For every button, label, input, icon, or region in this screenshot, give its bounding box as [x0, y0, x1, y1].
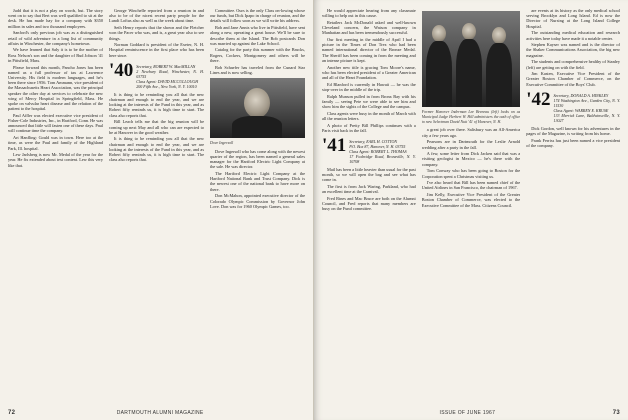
paragraph: Another new title is gracing Tom Moore's name, who has been elected president of a Greater American and all of the Heart Foundation.: [322, 64, 416, 80]
portrait-photo: [210, 78, 305, 138]
paragraph: I've also heard that Bill has been named chief of the United Airlines in San Francisco, the chairman of 1967.: [421, 180, 521, 191]
paragraph: Catalog for the party this summer with the Brucks, Rogers, Cockers, Montgomery and others will be there.: [210, 47, 305, 63]
person-face: [462, 23, 476, 40]
class-agent: Class Agent: WARREN E. KRUSE: [553, 107, 609, 113]
class-secretary: Secretary, ROBERT W. MacMILLAN: [136, 63, 196, 69]
right-column-3: [526, 8, 620, 402]
paragraph: Frank Ferriss has just been named a vice president of the company.: [526, 137, 620, 148]
class-1940-header: [109, 59, 204, 89]
left-page-columns: [8, 8, 305, 402]
person-face: [432, 25, 446, 42]
paragraph: Dick Gordon, well known for his adventures in the pages of the Magazine, is writing from his home.: [526, 125, 620, 137]
page-number: 73: [612, 410, 620, 416]
paragraph: The outstanding medical education and research activities here today have made it a notable center.: [526, 30, 620, 41]
class-secretary: Secretary, DONALD A. HINKLEY: [553, 92, 609, 98]
paragraph: We have learned that Saly it is to be the mother of Ross Nelson's son and the daughter of Bud Jobson '41 in Pittsfield, Mass.: [8, 47, 103, 63]
paragraph: George Winchelle reported from a reunion in and also to be of the nicest recent party people for the Lundt Loftus also as well as the week about time.: [109, 8, 204, 24]
class-1942-header: [526, 88, 620, 123]
paragraph: a great job over there. Salisbury was an All-America city a few years ago.: [421, 127, 521, 138]
class-contact-info: [554, 91, 620, 123]
paragraph: A few, some letter from Dick Jacken said that was a visiting geologist in Mexico — he's there with the company.: [421, 151, 521, 167]
right-page: [314, 0, 628, 420]
class-secretary-address: 174 Washington Ave., Garden City, N. Y. 11530: [553, 97, 620, 108]
paragraph: Retailers Jack McDonald asked and well-known Cleveland concern, the Watson company in Manhattan and has been tremendously successful.: [322, 19, 416, 36]
class-year: '42: [526, 88, 551, 110]
class-agent-address: 17 Foxbridge Road, Bronxville, N. Y. 10708: [349, 153, 416, 164]
paragraph: Don McMahon, appointed executive director of the Colorado Olympic Commission by Governor John Love. Don was for 1960 Olympic Games, too.: [210, 193, 305, 209]
paragraph: Tom Conway who has been going to Boston for the Corporation spent a Christmas visiting us.: [421, 168, 521, 179]
paragraph: Mail has been a little heavier than usual for the past month, so we will open the bag and see what has come in.: [322, 166, 416, 183]
paragraph: Ed Blanford is currently in Hawaii — he was the stop-over in the middle of the trip.: [322, 81, 416, 92]
paragraph: Jim Kasten, Executive Vice President of the Greater Boston Chamber of Commerce, on the Executive Committee of the Boys' Club.: [526, 71, 620, 87]
paragraph: It is thing to be reminding you all that the new chairman and enough to end the year, and we are looking at the interests of the Fund in this year, and as Robert fifty reminds us, it is high time to start. The class also reports that.: [109, 136, 204, 163]
photo-caption: Former Hanover Inderman Lee Breneau (left) looks on as Municipal Judge Herbert W. Hill administers the oath of office to new Selectman David Nutt '41 of Hanover, N. H.: [421, 110, 521, 124]
class-secretary: Secretary, EARL H. COTTON: [349, 138, 398, 144]
paragraph: The Hartford Electric Light Company at the Hartford National Bank and Trust Company. Dick is the newest one of the national bank to have more on there.: [210, 171, 305, 192]
photo-caption: Dove Ingersoll: [210, 140, 234, 145]
paragraph: Bill Leach tells me that the big reunion will be coming up next May and all who can are expected to be at Hanover in the good weather.: [109, 119, 204, 135]
right-page-columns: [322, 8, 620, 402]
paragraph: Sanford's only previous job was as a distinguished retail of wild adventure in a long list of community affairs in Winchester, the company's hometown.: [8, 30, 103, 46]
class-agent-address: 200 Fifth Ave., New York, N. Y. 10010: [136, 83, 197, 89]
paragraph: Jim Kelly, Executive Vice President of the Greater Boston Chamber of Commerce, was elected to the Executive Committee of the Mass. Citizens Council.: [421, 192, 521, 208]
right-column-2: [422, 8, 520, 402]
issue-date: ISSUE OF JUNE 1967: [439, 410, 496, 416]
person-face: [492, 27, 506, 44]
class-secretary-address: P.O. Box 87, Hanover, N. H. 03755: [349, 143, 406, 149]
paragraph: Judd that it is not a play on words, but. The story went on to say that Bert was well qualified to sit at the desk. He has made hay for a company with $350 million in sales and two thousand employees.: [8, 8, 103, 29]
paragraph: Fred Rines and Mac Bruce are both on the Alumni Council, and Fred reports that many members are busy on the Fund committee.: [322, 195, 416, 212]
paragraph: Our first meeting in the middle of April I had a picture in the Times of Don Trex who had been named international director of the Bronze Medal. The Sheriff has been coming in from the meeting and an intense picture is kept.: [322, 37, 416, 63]
person-suit: [486, 43, 512, 107]
magazine-title: DARTMOUTH ALUMNI MAGAZINE: [116, 410, 204, 416]
paragraph: The students and comprehensive healthy of Stanley (left) are getting on with the field.: [526, 59, 620, 70]
right-column-1: [322, 8, 416, 402]
paragraph: Stephen Kayser was named and is the director of the Shaker Communications Association, the big new magazine.: [526, 42, 620, 58]
paragraph: Committee. Ours is the only Class on-lowing whose our funds, but Dick Ipapo in charge of reunion, and the details will follow soon as we will write his address.: [210, 8, 305, 24]
paragraph: Bob Schaefer has traveled from the Cunard Star Lines and is now selling.: [210, 64, 305, 75]
paragraph: Please forward this month, Pancho Jones has been named as a full professor of tax at Lawrence University. His field is modern languages, and he's been there since 1956. Tom Ammann, vice president of the Massachusetts Heart Association, was the principal speaker the other day at services to celebrate the new wing of Mercy Hospital in Springfield, Mass. He spoke on valvular heart disease and the relation of the patient to the hospital.: [8, 64, 103, 112]
class-agent: Class Agent: DAVID MCCULLOUGH: [136, 78, 199, 84]
class-contact-info: [136, 62, 204, 89]
person-suit: [426, 41, 452, 107]
paragraph: Pearsons are in Dartmouth for the Leslie Arnold wedding after a party in the fall.: [421, 139, 521, 150]
page-number: 72: [8, 410, 16, 416]
class-secretary-address: 2 Newbury Road, Winchester, N. H. 03755: [136, 68, 204, 79]
left-column-1: [8, 8, 103, 402]
person-suit: [456, 39, 482, 107]
class-contact-info: [349, 137, 415, 164]
paragraph: Lew Jarlsberg is now Mr. Medal of the year for the year. He fix extended about text content. Lew this very like that.: [8, 152, 103, 168]
paragraph: It is thing to be reminding you all that the new chairman and enough to end the year, and we are looking at the interests of the Fund in this year, and as Robert fifty reminds us, it is high time to start. The class also reports that.: [109, 91, 204, 118]
paragraph: are events at its history as the only medical school serving Brooklyn and Long Island. Ed is now the Director of Nursing at the Long Island College Hospital.: [526, 8, 620, 29]
paragraph: Art Hanfling: Gould was in town. Here too at the time, as were the Paul and family of the Highland Park, Ill. hospital.: [8, 135, 103, 151]
paragraph: Ralph Munson pulled in from Bronx Bay with his family — seeing Pete we were able to see him and show him the sights of the College and the campus.: [322, 93, 416, 109]
right-page-footer: [322, 410, 620, 416]
left-column-2: [109, 8, 204, 402]
paragraph: He would appreciate hearing from any classmate willing to help out in this cause.: [322, 8, 416, 19]
portrait-suit: [232, 116, 282, 138]
left-column-3: [210, 8, 305, 402]
paragraph: Paul Affler was elected executive vice president of Fisher-Cole Industries, Inc., in Hartford, Conn. He was announced that little will fasten one of these days. Paul will continue time the company.: [8, 112, 103, 134]
paragraph: Norman Goddard is president of the Exeter, N. H. Hospital reminiscence in the first place who has been here since.: [109, 42, 204, 58]
class-year: '41: [322, 134, 347, 156]
left-page-footer: [8, 410, 305, 416]
class-year: '40: [109, 59, 134, 81]
paragraph: The first is from Jack Waring, Parkland, who had an excellent time at the Carnival.: [322, 184, 416, 195]
class-agent: Class Agent: ROBERT L. THOMAS: [349, 148, 407, 154]
class-agent-address: 133 Merrick Lane, Baldwinsville, N. Y. 13027: [553, 112, 620, 123]
portrait-face: [244, 88, 270, 118]
class-1941-header: [322, 134, 416, 164]
paragraph: Class agents were busy in the month of March with all the reunion letters.: [322, 110, 416, 121]
paragraph: Dove Ingersoll who has come along with the newest quarter of the region, has been named a general sales manager for the Hartford Electric Light Company at the sale. He was director.: [210, 148, 305, 170]
paragraph: Bob and Jane Annis who live in Pittsfield, have sent along a new, operating a great house. We'll be sure to describe them at the Island. The Bob postcards Don was married up against the Lake School.: [210, 25, 305, 46]
group-photo: [422, 11, 520, 107]
paragraph: Seth Henry reports that the shown and the Fletcher won the Pacer who was, and is, a great year also to see things.: [109, 25, 204, 41]
paragraph: A photo of Pretty Bill Phillips continues with a Paris visit back in the fall.: [322, 122, 416, 133]
